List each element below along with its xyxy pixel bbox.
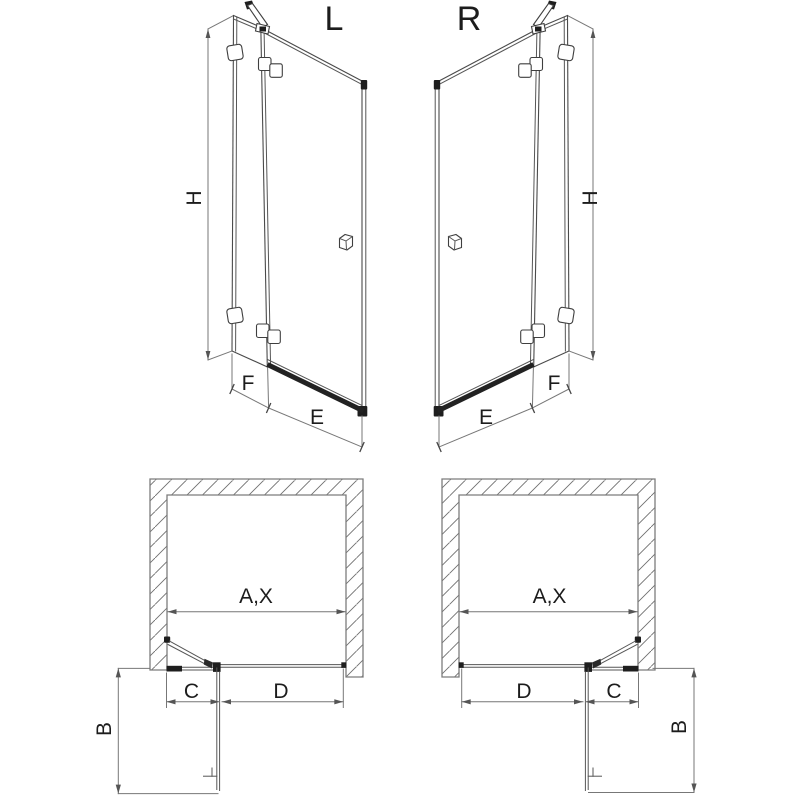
iso-view-right: [434, 1, 596, 453]
door-knob: [340, 235, 353, 251]
support-bar: [245, 1, 270, 35]
iso-view-left: [206, 1, 368, 453]
dim-label-b-left: B: [93, 721, 116, 737]
hinge-post: [261, 27, 271, 409]
dim-label-opening-left: A,X: [239, 585, 273, 608]
dim-label-height-left: H: [183, 190, 206, 206]
fixed-panel-plan: [167, 666, 215, 672]
plan-left-walls: [150, 479, 363, 677]
opening-dimension: [168, 609, 346, 614]
bottom-rail: [268, 365, 364, 412]
dim-label-b-right: B: [668, 719, 691, 735]
dim-label-d-left: D: [273, 680, 289, 703]
door-panel: [265, 30, 368, 417]
door-closed-line: [221, 662, 347, 668]
support-brace-plan: [164, 637, 213, 669]
dim-label-door-width-left: E: [309, 406, 325, 429]
dim-label-c-left: C: [183, 680, 200, 703]
dim-label-c-right: C: [606, 680, 622, 703]
variant-label-left: L: [324, 0, 344, 38]
wall-clamps: [226, 44, 243, 324]
dim-label-fixed-width-right: F: [547, 372, 561, 395]
dim-label-d-right: D: [516, 680, 532, 703]
dim-label-door-width-right: E: [478, 406, 494, 429]
door-open-plan: [204, 668, 220, 791]
dim-label-height-right: H: [579, 190, 602, 206]
plan-right-walls: [442, 479, 655, 677]
variant-label-right: R: [456, 0, 482, 38]
dim-label-opening-right: A,X: [532, 585, 567, 608]
dim-label-fixed-width-left: F: [241, 372, 255, 395]
